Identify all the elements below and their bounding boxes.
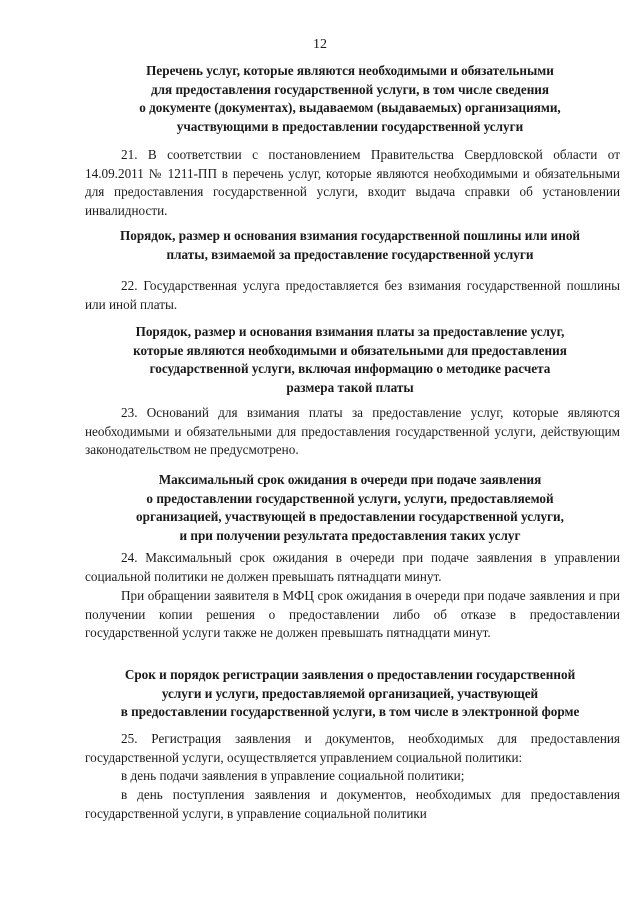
paragraph-24-mfc: При обращении заявителя в МФЦ срок ожидания в очереди при подаче заявления и при получении копии решения о предоставлении либо об отказе в предоставлении государственной услуги также не должен превышать пятнадцати минут. (85, 588, 620, 641)
section-heading-state-fee (80, 227, 620, 264)
heading-line: Порядок, размер и основания взимания платы за предоставление услуг, (135, 324, 565, 339)
page-number: 12 (313, 37, 327, 52)
heading-line: платы, взимаемой за предоставление государственной услуги (166, 246, 534, 262)
heading-line: Порядок, размер и основания взимания государственной пошлины или иной (119, 228, 581, 243)
heading-line: размера такой платы (286, 379, 414, 395)
section-heading-service-fees (80, 323, 620, 397)
heading-line: организацией, участвующей в предоставлении государственной услуги, (136, 509, 564, 525)
heading-line: о документе (документах), выдаваемом (выдаваемых) организациями, (139, 100, 561, 116)
paragraph-22: 22. Государственная услуга предоставляется без взимания государственной пошлины или иной платы. (85, 278, 620, 312)
paragraph-25: 25. Регистрация заявления и документов, необходимых для предоставления государственной услуги, осуществляется управлением социальной политики: (85, 731, 620, 765)
heading-line: которые являются необходимыми и обязательными для предоставления (133, 342, 567, 358)
paragraph-23: 23. Оснований для взимания платы за предоставление услуг, которые являются необходимыми и обязательными для предоставления государственной услуги, действующим законодательством не предусмотрено. (85, 405, 620, 458)
heading-line: Срок и порядок регистрации заявления о предоставлении государственной (124, 667, 576, 682)
heading-line: услуги и услуги, предоставляемой организацией, участвующей (161, 685, 539, 701)
section-heading-queue-time (80, 471, 620, 545)
heading-line: Перечень услуг, которые являются необходимыми и обязательными (146, 63, 554, 78)
heading-line: Максимальный срок ожидания в очереди при подаче заявления (158, 472, 542, 487)
heading-line: о предоставлении государственной услуги, услуги, предоставляемой (146, 490, 554, 506)
heading-line: в предоставлении государственной услуги, в том числе в электронной форме (120, 704, 580, 720)
section-heading-registration (80, 666, 620, 722)
heading-line: и при получении результата предоставления таких услуг (179, 527, 521, 543)
paragraph-24: 24. Максимальный срок ожидания в очереди при подаче заявления в управлении социальной политики не должен превышать пятнадцати минут. (85, 550, 620, 584)
heading-line: государственной услуги, включая информацию о методике расчета (149, 361, 551, 377)
heading-line: участвующими в предоставлении государственной услуги (176, 118, 524, 134)
section-heading-services-list (80, 62, 620, 136)
paragraph-25-item-a: в день подачи заявления в управление социальной политики; (121, 768, 465, 783)
paragraph-25-item-b: в день поступления заявления и документов, необходимых для предоставления государственной услуги, в управление социальной политики (85, 787, 620, 821)
paragraph-21: 21. В соответствии с постановлением Правительства Свердловской области от 14.09.2011 № 1211-ПП в перечень услуг, которые являются необходимыми и обязательными для предоставления государственной услуги, входит выдача справки об установлении инвалидности. (85, 147, 620, 218)
heading-line: для предоставления государственной услуги, в том числе сведения (150, 81, 550, 97)
